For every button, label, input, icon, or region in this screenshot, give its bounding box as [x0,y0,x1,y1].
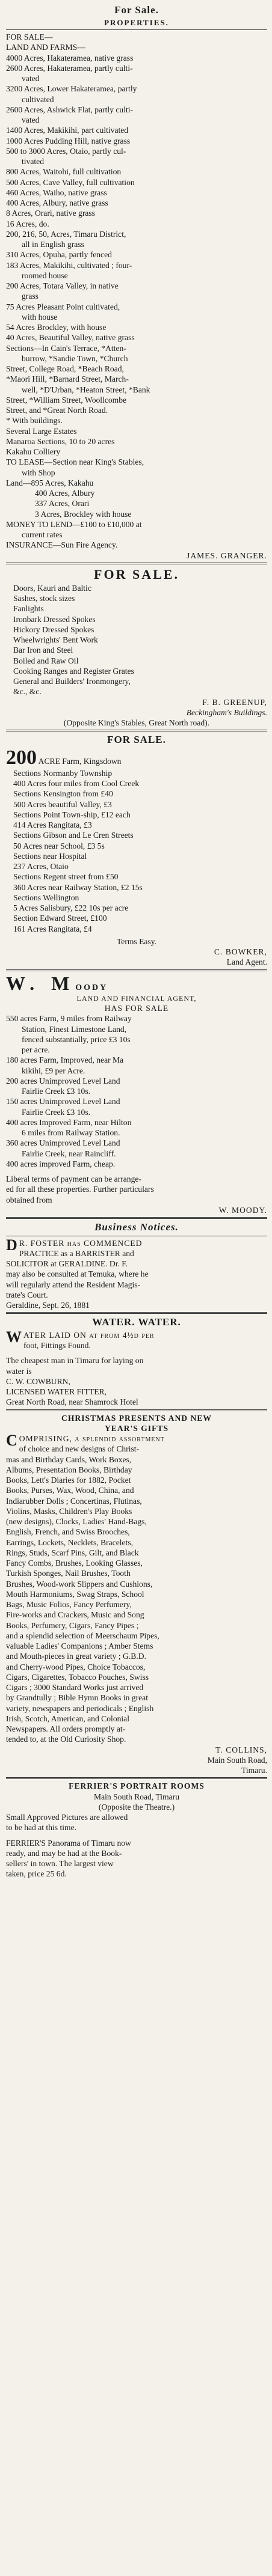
text-line: Station, Finest Limestone Land, [22,1024,127,1034]
text-line: 400 Acres four miles from Cool Creek [13,779,140,789]
text-line: with Shop [22,468,55,477]
text-line: 2600 Acres, Hakateramea, partly culti- [6,63,133,73]
text-line: 50 Acres near School, £3 5s [13,841,105,850]
divider [6,969,267,971]
text-line: 75 Acres Pleasant Point cultivated, [6,302,120,311]
text-line: Rings, Studs, Scarf Pins, Gilt, and Black [6,1548,139,1557]
text-line: ready, and may be had at the Book- [6,1848,122,1858]
text-line: taken, price 25 6d. [6,1869,67,1879]
text-line: Sections Kensington from £40 [13,789,113,799]
text-line: Turkish Sponges, Nail Brushes, Tooth [6,1569,131,1578]
moody-subtitle: LAND AND FINANCIAL AGENT, [76,993,197,1003]
text-line: current rates [22,530,63,540]
text-line: tended to, at the Old Curiosity Shop. [6,1735,126,1744]
text-line: Cigars, Cigarettes, Tobacco Pouches, Swiss [6,1672,149,1682]
text-line: Several Large Estates [6,426,77,436]
text-line: valuable Ladies' Companions ; Amber Stems [6,1641,153,1651]
text-line: INSURANCE—Sun Fire Agency. [6,540,118,550]
text-line: foot, Fittings Found. [23,1341,91,1351]
text-line: 360 acres Unimproved Level Land [6,1138,120,1148]
text-line: cultivated [22,94,54,104]
has-for-sale: HAS FOR SALE [104,1004,169,1013]
text-line: Liberal terms of payment can be arrange- [6,1174,141,1184]
text-line: 500 to 3000 Acres, Otaio, partly cul- [6,146,126,156]
text-line: 2600 Acres, Ashwick Flat, partly culti- [6,105,134,114]
text-line: Books, Lett's Diaries for 1882, Pocket [6,1476,131,1485]
text-line: sellers' in town. The largest view [6,1859,114,1869]
divider [6,563,267,564]
moody-name-m: M [51,972,76,994]
text-line: Street, and *Great North Road. [6,406,108,415]
text-line: TO LEASE—Section near King's Stables, [6,457,144,467]
text-line: PRACTICE as a BARRISTER and [19,1248,134,1258]
water-header: WATER. WATER. [92,1316,181,1328]
text-line: Albums, Presentation Books, Birthday [6,1465,132,1474]
divider [6,29,267,30]
ferrier-address: Main South Road, Timaru [94,1792,179,1801]
text-line: Books, Purses, Wax, Wood, China, and [6,1486,134,1495]
text-line: Fancy Combs, Brushes, Looking Glasses, [6,1558,143,1568]
text-line: Sections—In Cain's Terrace, *Atten- [6,343,126,353]
water-first-line: ATER LAID ON at from 4½d per [23,1330,155,1340]
moody-list [6,1013,267,1205]
ad-moody [6,973,267,1215]
text-line: water is [6,1366,32,1376]
text-line: Fairlie Creek £3 10s. [22,1087,91,1096]
text-line: 400 acres Improved Farm, near Hilton [6,1117,132,1127]
text-line: per acre. [22,1045,50,1055]
water-list [6,1340,267,1408]
text-line: 200 acres Unimproved Level Land [6,1076,120,1085]
text-line: mas and Birthday Cards, Work Boxes, [6,1454,132,1464]
properties-subheader: PROPERTIES. [104,17,169,27]
text-line: well, *D'Urban, *Heaton Street, *Bank [22,385,150,394]
text-line: 360 Acres near Railway Station, £2 15s [13,882,143,892]
text-line: Mouth Harmoniums, Swag Straps, School [6,1589,144,1599]
text-line: burrow, *Sandie Town, *Church [22,353,128,363]
ad-greenup [6,566,267,728]
text-line: SOLICITOR at GERALDINE. Dr. F. [6,1259,128,1269]
text-line: 150 acres Unimproved Level Land [6,1097,120,1106]
text-line: Cigars ; 3000 Standard Works just arrived [6,1683,144,1692]
foster-first-line: R. FOSTER has COMMENCED [19,1238,143,1248]
text-line: English, French, and Swiss Brooches, [6,1527,130,1537]
text-line: Earrings, Lockets, Necklets, Bracelets, [6,1537,134,1547]
text-line: will regularly attend the Resident Magis- [6,1280,141,1289]
drop-cap-c: C [6,1432,17,1450]
text-line [6,1833,267,1838]
ad-christmas [6,1413,267,1776]
text-line: 3 Acres, Brockley with house [35,509,132,519]
text-line: 161 Acres Rangitata, £4 [13,924,92,933]
text-line: 237 Acres, Otaio [13,862,69,871]
christmas-header-2: YEAR'S GIFTS [104,1423,169,1433]
signature-bowker: C. BOWKER, [214,947,267,957]
text-line: Wheelwrights' Bent Work [13,635,98,645]
text-line: trate's Court. [6,1290,48,1299]
text-line: Sashes, stock sizes [13,594,75,603]
drop-cap-w: W [6,1328,22,1346]
signature-james-granger: JAMES. GRANGER. [187,551,267,560]
text-line: Boiled and Raw Oil [13,656,79,665]
text-line: 40 Acres, Beautiful Valley, native grass [6,333,135,343]
signature-collins: T. COLLINS, [215,1745,267,1754]
divider [6,1312,267,1314]
text-line: Books, Perfumery, Cigars, Fancy Pipes ; [6,1620,139,1630]
text-line: Indiarubber Dolls ; Concertinas, Flutinas, [6,1496,142,1506]
ad-ferrier [6,1781,267,1879]
divider [6,730,267,731]
text-line: with house [22,312,58,322]
text-line: MONEY TO LEND—£100 to £10,000 at [6,519,142,529]
signature-collins-road: Main South Road, [207,1755,267,1765]
text-line: ed for all these properties. Further particulars [6,1185,154,1194]
text-line: roomed house [22,270,68,280]
text-line: Sections Gibson and Le Cren Streets [13,831,134,840]
christmas-list [6,1444,267,1744]
text-line: 4000 Acres, Hakateramea, native grass [6,53,134,63]
text-line: obtained from [6,1195,52,1204]
terms-text: Terms Easy. [116,936,157,946]
text-line: Bags, Music Folios, Fancy Perfumery, [6,1600,132,1610]
text-line: Fairlie Creek £3 10s. [22,1107,91,1117]
signature-moody: W. MOODY. [218,1205,267,1215]
moody-name [6,973,267,994]
text-line: Ironbark Dressed Spokes [13,614,96,624]
text-line [6,1351,267,1355]
text-line: Street, *William Street, Woollcombe [6,395,127,404]
text-line: Small Approved Pictures are allowed [6,1813,128,1822]
text-line: 1000 Acres Pudding Hill, native grass [6,136,131,145]
text-line: 5 Acres Salisbury, £22 10s per acre [13,903,129,913]
text-line: may also be consulted at Temuka, where he [6,1269,149,1279]
text-line: The cheapest man in Timaru for laying on [6,1356,144,1366]
text-line: and Cherry-wood Pipes, Choice Tobaccos, [6,1662,146,1671]
ad-bowker [6,733,267,967]
text-line: 200, 216, 50, Acres, Timaru District, [6,229,126,239]
text-line: Great North Road, near Shamrock Hotel [6,1397,138,1407]
text-line: Section Edward Street, £100 [13,914,107,923]
text-line: grass [22,291,39,301]
greenup-location: (Opposite King's Stables, Great North road). [63,718,210,728]
text-line: 183 Acres, Makikihi, cultivated ; four- [6,260,132,270]
text-line: Brushes, Wood-work Slippers and Cushions, [6,1579,153,1589]
text-line: Fire-works and Crackers, Music and Song [6,1610,144,1620]
divider [6,1777,267,1779]
number-200: 200 [6,746,37,769]
ferrier-location: (Opposite the Theatre.) [98,1802,175,1811]
text-line: 16 Acres, do. [6,219,49,228]
text-line: Street, College Road, *Beach Road, [6,364,124,374]
text-line: Irish, Scotch, American, and Colonial [6,1714,129,1723]
divider [6,1409,267,1411]
text-line [6,1169,267,1174]
text-line: Doors, Kauri and Baltic [13,583,91,593]
text-line: 310 Acres, Opuha, partly fenced [6,250,112,260]
text-line: 8 Acres, Orari, native grass [6,209,95,218]
ferrier-list [6,1812,267,1879]
ferrier-title: FERRIER'S PORTRAIT ROOMS [69,1781,205,1791]
first-listing-text: ACRE Farm, Kingsdown [37,756,122,766]
signature-collins-town: Timaru. [241,1766,267,1775]
text-line: Land—895 Acres, Kakahu [6,478,94,487]
text-line: to be had at this time. [6,1823,77,1833]
text-line: * With buildings. [6,416,63,426]
text-line: 180 acres Farm, Improved, near Ma [6,1055,124,1065]
text-line: 400 Acres, Albury [35,489,95,498]
text-line: tivated [22,157,44,166]
text-line: 54 Acres Brockley, with house [6,323,107,332]
moody-name-rest: OODY [75,983,108,992]
text-line: Sections Regent street from £50 [13,872,119,882]
text-line: Sections near Hospital [13,851,87,861]
text-line: 3200 Acres, Lower Hakateramea, partly [6,84,137,94]
foster-list [6,1248,267,1311]
text-line: of choice and new designs of Christ- [19,1444,140,1454]
text-line: Newspapers. All orders promptly at- [6,1724,126,1734]
text-line: Bar Iron and Steel [13,646,73,655]
text-line: all in English grass [22,240,84,249]
text-line: C. W. COWBURN, [6,1376,70,1386]
text-line: FOR SALE— [6,32,53,42]
text-line: Cooking Ranges and Register Grates [13,666,134,676]
text-line: 800 Acres, Waitohi, full cultivation [6,167,122,177]
text-line: 1400 Acres, Makikihi, part cultivated [6,126,129,135]
text-line: Fairlie Creek, near Raincliff. [22,1149,116,1158]
text-line: Sections Point Town-ship, £12 each [13,810,131,819]
text-line: 6 miles from Railway Station. [22,1128,120,1138]
text-line: fenced substantially, price £3 10s [22,1034,131,1044]
text-line: and Mouth-pieces in great variety ; G.B.D. [6,1652,146,1661]
text-line: Hickory Dressed Spokes [13,624,94,634]
text-line: 550 acres Farm, 9 miles from Railway [6,1014,132,1024]
text-line: kikihi, £9 per Acre. [22,1066,85,1075]
christmas-first-line: OMPRISING, a splendid assortment [19,1434,165,1444]
text-line: by Grandtully ; Bible Hymn Books in great [6,1693,148,1703]
text-line: *Maori Hill, *Barnard Street, March- [6,374,129,384]
text-line: Manaroa Sections, 10 to 20 acres [6,436,115,446]
ad-foster [6,1238,267,1311]
for-sale-title: FOR SALE. [94,566,179,582]
text-line: &c., &c. [13,687,42,697]
text-line: variety, newspapers and periodicals ; English [6,1703,154,1713]
christmas-header-1: CHRISTMAS PRESENTS AND NEW [61,1413,212,1423]
signature-greenup-address: Beckingham's Buildings. [186,707,267,717]
text-line: General and Builders' Ironmongery, [13,677,131,686]
drop-cap-d: D [6,1236,17,1254]
text-line: Kakahu Colliery [6,447,61,457]
bowker-list [6,768,267,934]
text-line: Sections Normanby Township [13,768,113,778]
text-line: 500 Acres beautiful Valley, £3 [13,799,112,809]
text-line: LAND AND FARMS— [6,43,85,52]
signature-bowker-title: Land Agent. [226,957,267,967]
text-line: Fanlights [13,604,44,614]
text-line: 500 Acres, Cave Valley, full cultivation [6,177,135,187]
text-line: 400 Acres, Albury, native grass [6,198,108,208]
text-line: 337 Acres, Orari [35,499,90,508]
text-line: 200 Acres, Totara Valley, in native [6,281,119,291]
text-line: 414 Acres Rangitata, £3 [13,820,92,830]
ad-water [6,1316,267,1407]
signature-greenup: F. B. GREENUP, [202,697,267,707]
text-line: and a splendid selection of Meerschaum Pipes, [6,1631,159,1640]
text-line: 400 acres improved Farm, cheap. [6,1159,116,1168]
ad-properties [6,4,267,561]
text-line: Sections Wellington [13,893,79,902]
moody-name-w: W. [6,972,41,994]
greenup-list [6,583,267,697]
section-header-for-sale: For Sale. [114,4,159,16]
text-line: 460 Acres, Waiho, native grass [6,188,107,197]
for-sale-header: FOR SALE. [107,734,166,746]
properties-list [6,32,267,551]
divider [6,1217,267,1219]
text-line: (new designs), Clocks, Ladies' Hand-Bags, [6,1517,147,1527]
first-listing [6,748,267,768]
text-line: LICENSED WATER FITTER, [6,1387,107,1397]
text-line: FERRIER'S Panorama of Timaru now [6,1838,131,1848]
text-line: Geraldine, Sept. 26, 1881 [6,1301,90,1310]
business-notices-header: Business Notices. [94,1221,179,1233]
text-line: vated [22,115,40,125]
text-line: vated [22,74,40,84]
text-line: Violins, Masks, Children's Play Books [6,1506,132,1516]
